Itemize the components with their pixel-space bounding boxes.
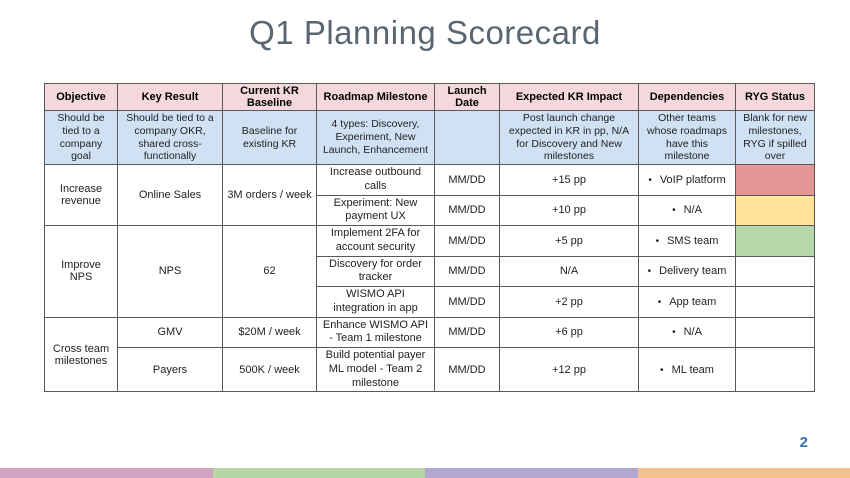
page-title: Q1 Planning Scorecard (249, 14, 601, 51)
baseline-cell: 62 (223, 226, 317, 318)
column-header-key-result: Key Result (118, 84, 223, 111)
column-header-objective: Objective (45, 84, 118, 111)
launch-date-cell: MM/DD (435, 165, 500, 196)
baseline-cell: 3M orders / week (223, 165, 317, 226)
impact-cell: +2 pp (500, 287, 639, 318)
impact-cell: +12 pp (500, 348, 639, 392)
description-dependencies: Other teams whose roadmaps have this milestone (639, 111, 736, 165)
impact-cell: +15 pp (500, 165, 639, 196)
key-result-cell: NPS (118, 226, 223, 318)
key-result-cell: Payers (118, 348, 223, 392)
dependency-cell (639, 287, 736, 318)
table-row (45, 348, 815, 392)
bullet-icon: • (657, 296, 662, 308)
footer-segment-purple (425, 468, 638, 478)
dependency-label: N/A (683, 326, 702, 339)
table-description-row (45, 111, 815, 165)
description-milestone: 4 types: Discovery, Experiment, New Launch, Enhancement (317, 111, 435, 165)
bullet-icon: • (647, 266, 652, 278)
launch-date-cell: MM/DD (435, 348, 500, 392)
launch-date-cell: MM/DD (435, 195, 500, 226)
launch-date-cell: MM/DD (435, 256, 500, 287)
dependency-label: ML team (671, 363, 714, 376)
milestone-cell: Experiment: New payment UX (317, 195, 435, 226)
column-header-current-kr-baseline: Current KR Baseline (223, 84, 317, 111)
dependency-label: N/A (683, 204, 702, 217)
column-header-launch-date: Launch Date (435, 84, 500, 111)
impact-cell: +10 pp (500, 195, 639, 226)
dependency-label: SMS team (667, 234, 719, 247)
footer-segment-orange (638, 468, 850, 478)
footer-accent-strip (0, 468, 850, 478)
objective-cell: Cross team milestones (45, 317, 118, 392)
milestone-cell: Discovery for order tracker (317, 256, 435, 287)
milestone-cell: WISMO API integration in app (317, 287, 435, 318)
description-objective: Should be tied to a company goal (45, 111, 118, 165)
description-impact: Post launch change expected in KR in pp, N/A for Discovery and New milestones (500, 111, 639, 165)
dependency-cell (639, 256, 736, 287)
impact-cell: +5 pp (500, 226, 639, 257)
ryg-status-cell (736, 287, 815, 318)
impact-cell: N/A (500, 256, 639, 287)
dependency-label: VoIP platform (659, 173, 726, 186)
description-key-result: Should be tied to a company OKR, shared cross-functionally (118, 111, 223, 165)
objective-cell: Improve NPS (45, 226, 118, 318)
column-header-expected-kr-impact: Expected KR Impact (500, 84, 639, 111)
milestone-cell: Build potential payer ML model - Team 2 milestone (317, 348, 435, 392)
dependency-cell (639, 348, 736, 392)
column-header-dependencies: Dependencies (639, 84, 736, 111)
table-row (45, 165, 815, 196)
launch-date-cell: MM/DD (435, 226, 500, 257)
description-ryg: Blank for new milestones, RYG if spilled over (736, 111, 815, 165)
bullet-icon: • (655, 235, 660, 247)
column-header-roadmap-milestone: Roadmap Milestone (317, 84, 435, 111)
dependency-cell (639, 165, 736, 196)
dependency-label: App team (669, 295, 717, 308)
page-number: 2 (799, 434, 808, 451)
table-row (45, 226, 815, 257)
scorecard-table (44, 83, 815, 392)
dependency-label: Delivery team (659, 265, 727, 278)
column-header-ryg-status: RYG Status (736, 84, 815, 111)
ryg-status-cell (736, 226, 815, 257)
milestone-cell: Enhance WISMO API - Team 1 milestone (317, 317, 435, 348)
ryg-status-cell (736, 195, 815, 226)
table-header-row (45, 84, 815, 111)
ryg-status-cell (736, 165, 815, 196)
baseline-cell: $20M / week (223, 317, 317, 348)
milestone-cell: Increase outbound calls (317, 165, 435, 196)
dependency-cell (639, 317, 736, 348)
dependency-cell (639, 195, 736, 226)
launch-date-cell: MM/DD (435, 317, 500, 348)
description-baseline: Baseline for existing KR (223, 111, 317, 165)
description-launch-date (435, 111, 500, 165)
milestone-cell: Implement 2FA for account security (317, 226, 435, 257)
footer-segment-pink (0, 468, 213, 478)
bullet-icon: • (648, 174, 652, 186)
bullet-icon: • (660, 364, 664, 376)
key-result-cell: Online Sales (118, 165, 223, 226)
objective-cell: Increase revenue (45, 165, 118, 226)
bullet-icon: • (672, 205, 676, 217)
key-result-cell: GMV (118, 317, 223, 348)
table-row (45, 317, 815, 348)
ryg-status-cell (736, 348, 815, 392)
ryg-status-cell (736, 256, 815, 287)
footer-segment-green (213, 468, 426, 478)
baseline-cell: 500K / week (223, 348, 317, 392)
launch-date-cell: MM/DD (435, 287, 500, 318)
dependency-cell (639, 226, 736, 257)
bullet-icon: • (672, 327, 676, 339)
ryg-status-cell (736, 317, 815, 348)
impact-cell: +6 pp (500, 317, 639, 348)
